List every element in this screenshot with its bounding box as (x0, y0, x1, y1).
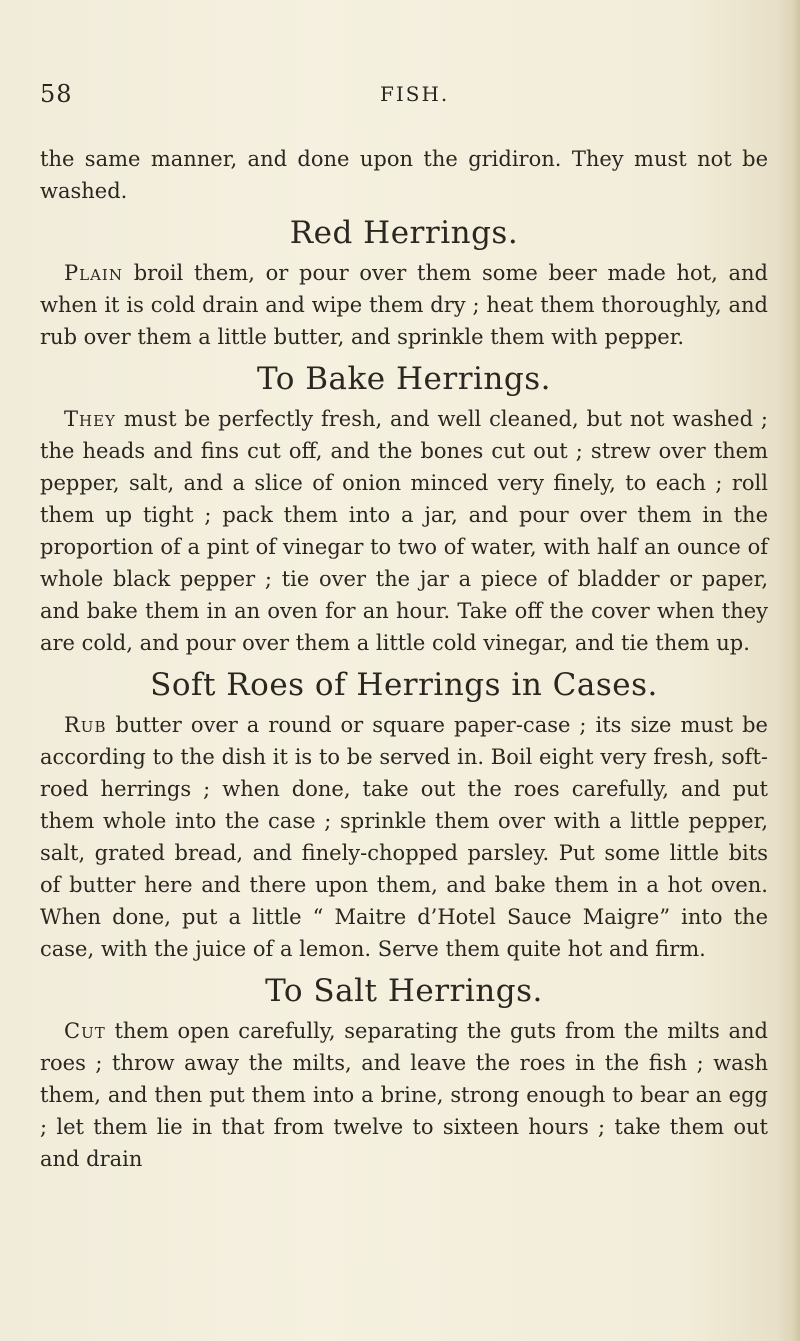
page-edge (790, 0, 800, 1341)
recipe-text: broil them, or pour over them some beer made hot, and when it is cold drain and wipe them dry ; heat them thoroughly, and rub over them a little butter, and sprinkle them with pepper. (40, 261, 768, 349)
section-title: FISH. (380, 82, 450, 106)
recipe-body-red-herrings (40, 257, 768, 353)
page-number: 58 (40, 80, 73, 108)
running-head (40, 80, 760, 112)
recipe-title-soft-roes: Soft Roes of Herrings in Cases. (150, 667, 658, 703)
recipe-title-bake-herrings: To Bake Herrings. (256, 361, 552, 397)
lead-word: Cut (64, 1019, 106, 1043)
lead-word: They (64, 407, 116, 431)
recipe-body-salt-herrings (40, 1015, 768, 1175)
recipe-body-bake-herrings (40, 403, 768, 659)
recipe-title-red-herrings: Red Herrings. (289, 215, 519, 251)
intro-paragraph: the same manner, and done upon the gridiron. They must not be washed. (40, 147, 768, 203)
lead-word: Plain (64, 261, 123, 285)
recipe-body-soft-roes (40, 709, 768, 965)
recipe-text: must be perfectly fresh, and well cleaned, but not washed ; the heads and fins cut off, and the bones cut out ; strew over them pepper, salt, and a slice of onion minced very finely, to each ; roll them up tight ; pack them into a jar, and pour over them in the proportion of a pint of vinegar to two of water, with half an ounce of whole black pepper ; tie over the jar a piece of bladder or paper, and bake them in an oven for an hour. Take off the cover when they are cold, and pour over them a little cold vinegar, and tie them up. (40, 407, 768, 655)
recipe-text: butter over a round or square paper-case ; its size must be according to the dish it is to be served in. Boil eight very fresh, soft-roed herrings ; when done, take out the roes carefully, and put them whole into the case ; sprinkle them over with a little pepper, salt, grated bread, and finely-chopped parsley. Put some little bits of butter here and there upon them, and bake them in a hot oven. When done, put a little “ Maitre d’Hotel Sauce Maigre” into the case, with the juice of a lemon. Serve them quite hot and firm. (40, 713, 768, 961)
page-body (40, 143, 768, 1175)
lead-word: Rub (64, 713, 107, 737)
recipe-text: them open carefully, separating the guts from the milts and roes ; throw away the milts, and leave the roes in the fish ; wash them, and then put them into a brine, strong enough to bear an egg ; let them lie in that from twelve to sixteen hours ; take them out and drain (40, 1019, 768, 1171)
recipe-title-salt-herrings: To Salt Herrings. (265, 973, 543, 1009)
